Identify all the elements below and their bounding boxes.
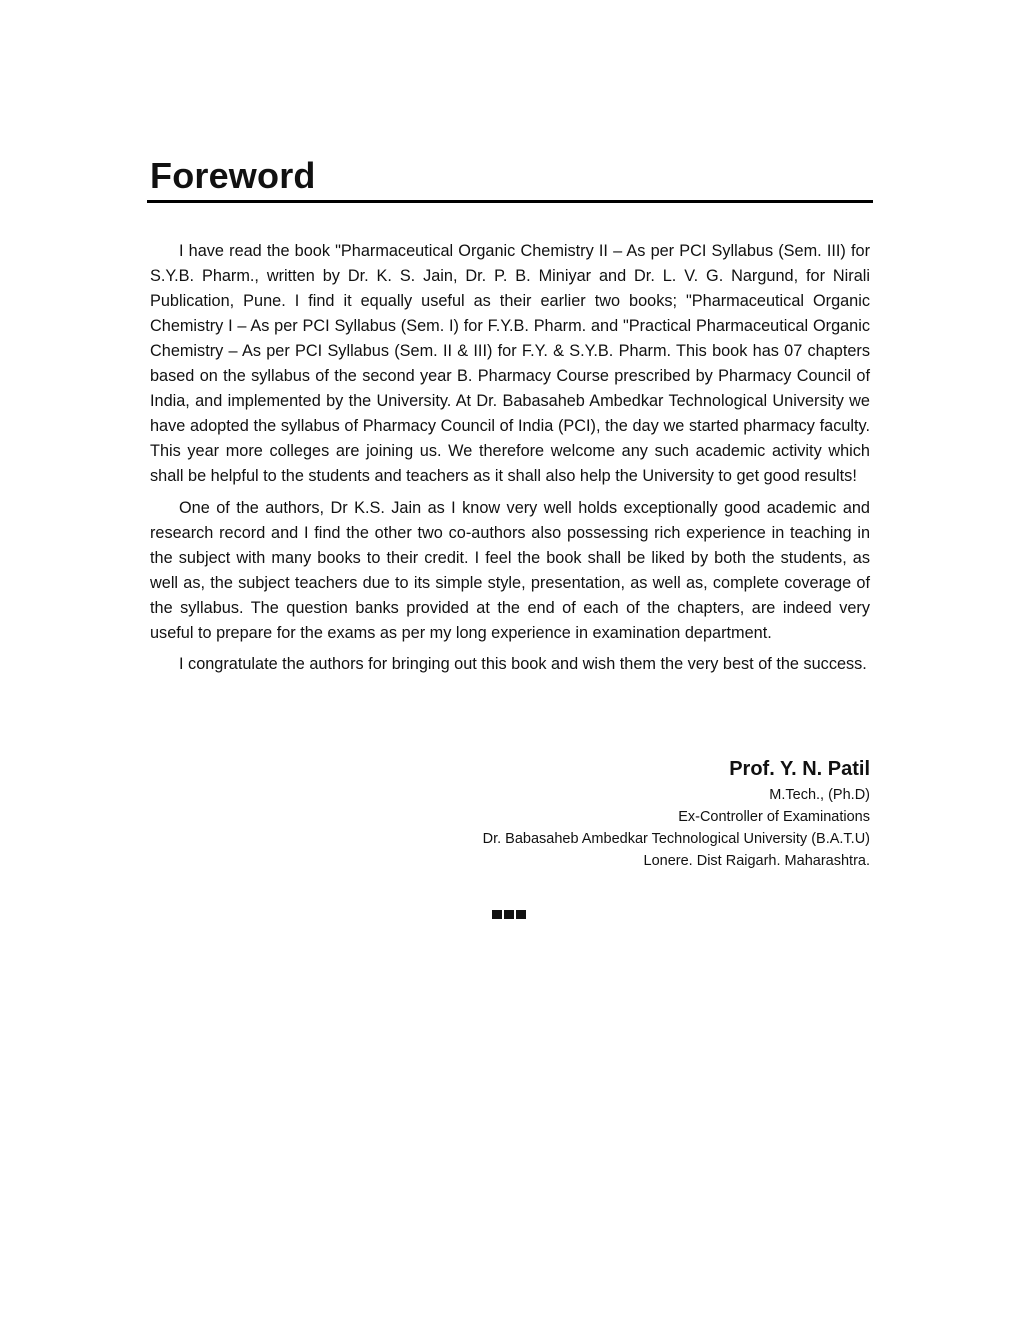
signatory-institution: Dr. Babasaheb Ambedkar Technological University (B.A.T.U) xyxy=(482,831,870,847)
page-title: Foreword xyxy=(150,155,316,196)
end-square-icon xyxy=(492,910,502,919)
signatory-name: Prof. Y. N. Patil xyxy=(729,758,870,780)
paragraph-1: I have read the book "Pharmaceutical Organic Chemistry II – As per PCI Syllabus (Sem. III) for S.Y.B. Pharm., written by Dr. K. S. Jain, Dr. P. B. Miniyar and Dr. L. V. G. Nargund, for Nirali Publication, Pune. I find it equally useful as their earlier two books; "Pharmaceutical Organic Chemistry I – As per PCI Syllabus (Sem. I) for F.Y.B. Pharm. and "Practical Pharmaceutical Organic Chemistry – As per PCI Syllabus (Sem. II & III) for F.Y. & S.Y.B. Pharm. This book has 07 chapters based on the syllabus of the second year B. Pharmacy Course prescribed by Pharmacy Council of India, and implemented by the University. At Dr. Babasaheb Ambedkar Technological University we have adopted the syllabus of Pharmacy Council of India (PCI), the day we started pharmacy faculty. This year more colleges are joining us. We therefore welcome any such academic activity which shall be helpful to the students and teachers as it shall also help the University to get good results! xyxy=(150,242,870,485)
paragraph-2: One of the authors, Dr K.S. Jain as I know very well holds exceptionally good academic and research record and I find the other two co-authors also possessing rich experience in teaching in the subject with many books to their credit. I feel the book shall be liked by both the students, as well as, the subject teachers due to its simple style, presentation, as well as, complete coverage of the syllabus. The question banks provided at the end of each of the chapters, are indeed very useful to prepare for the exams as per my long experience in examination department. xyxy=(150,498,870,642)
signatory-location: Lonere. Dist Raigarh. Maharashtra. xyxy=(643,853,870,869)
paragraph-3: I congratulate the authors for bringing out this book and wish them the very best of the success. xyxy=(179,655,867,673)
signature-block xyxy=(150,754,870,872)
end-square-icon xyxy=(516,910,526,919)
signatory-position: Ex-Controller of Examinations xyxy=(678,809,870,825)
end-square-icon xyxy=(504,910,514,919)
foreword-page xyxy=(150,152,870,869)
title-underline xyxy=(147,200,873,203)
section-end-marks xyxy=(492,910,526,919)
signatory-qualification: M.Tech., (Ph.D) xyxy=(769,787,870,803)
foreword-body xyxy=(150,239,870,684)
